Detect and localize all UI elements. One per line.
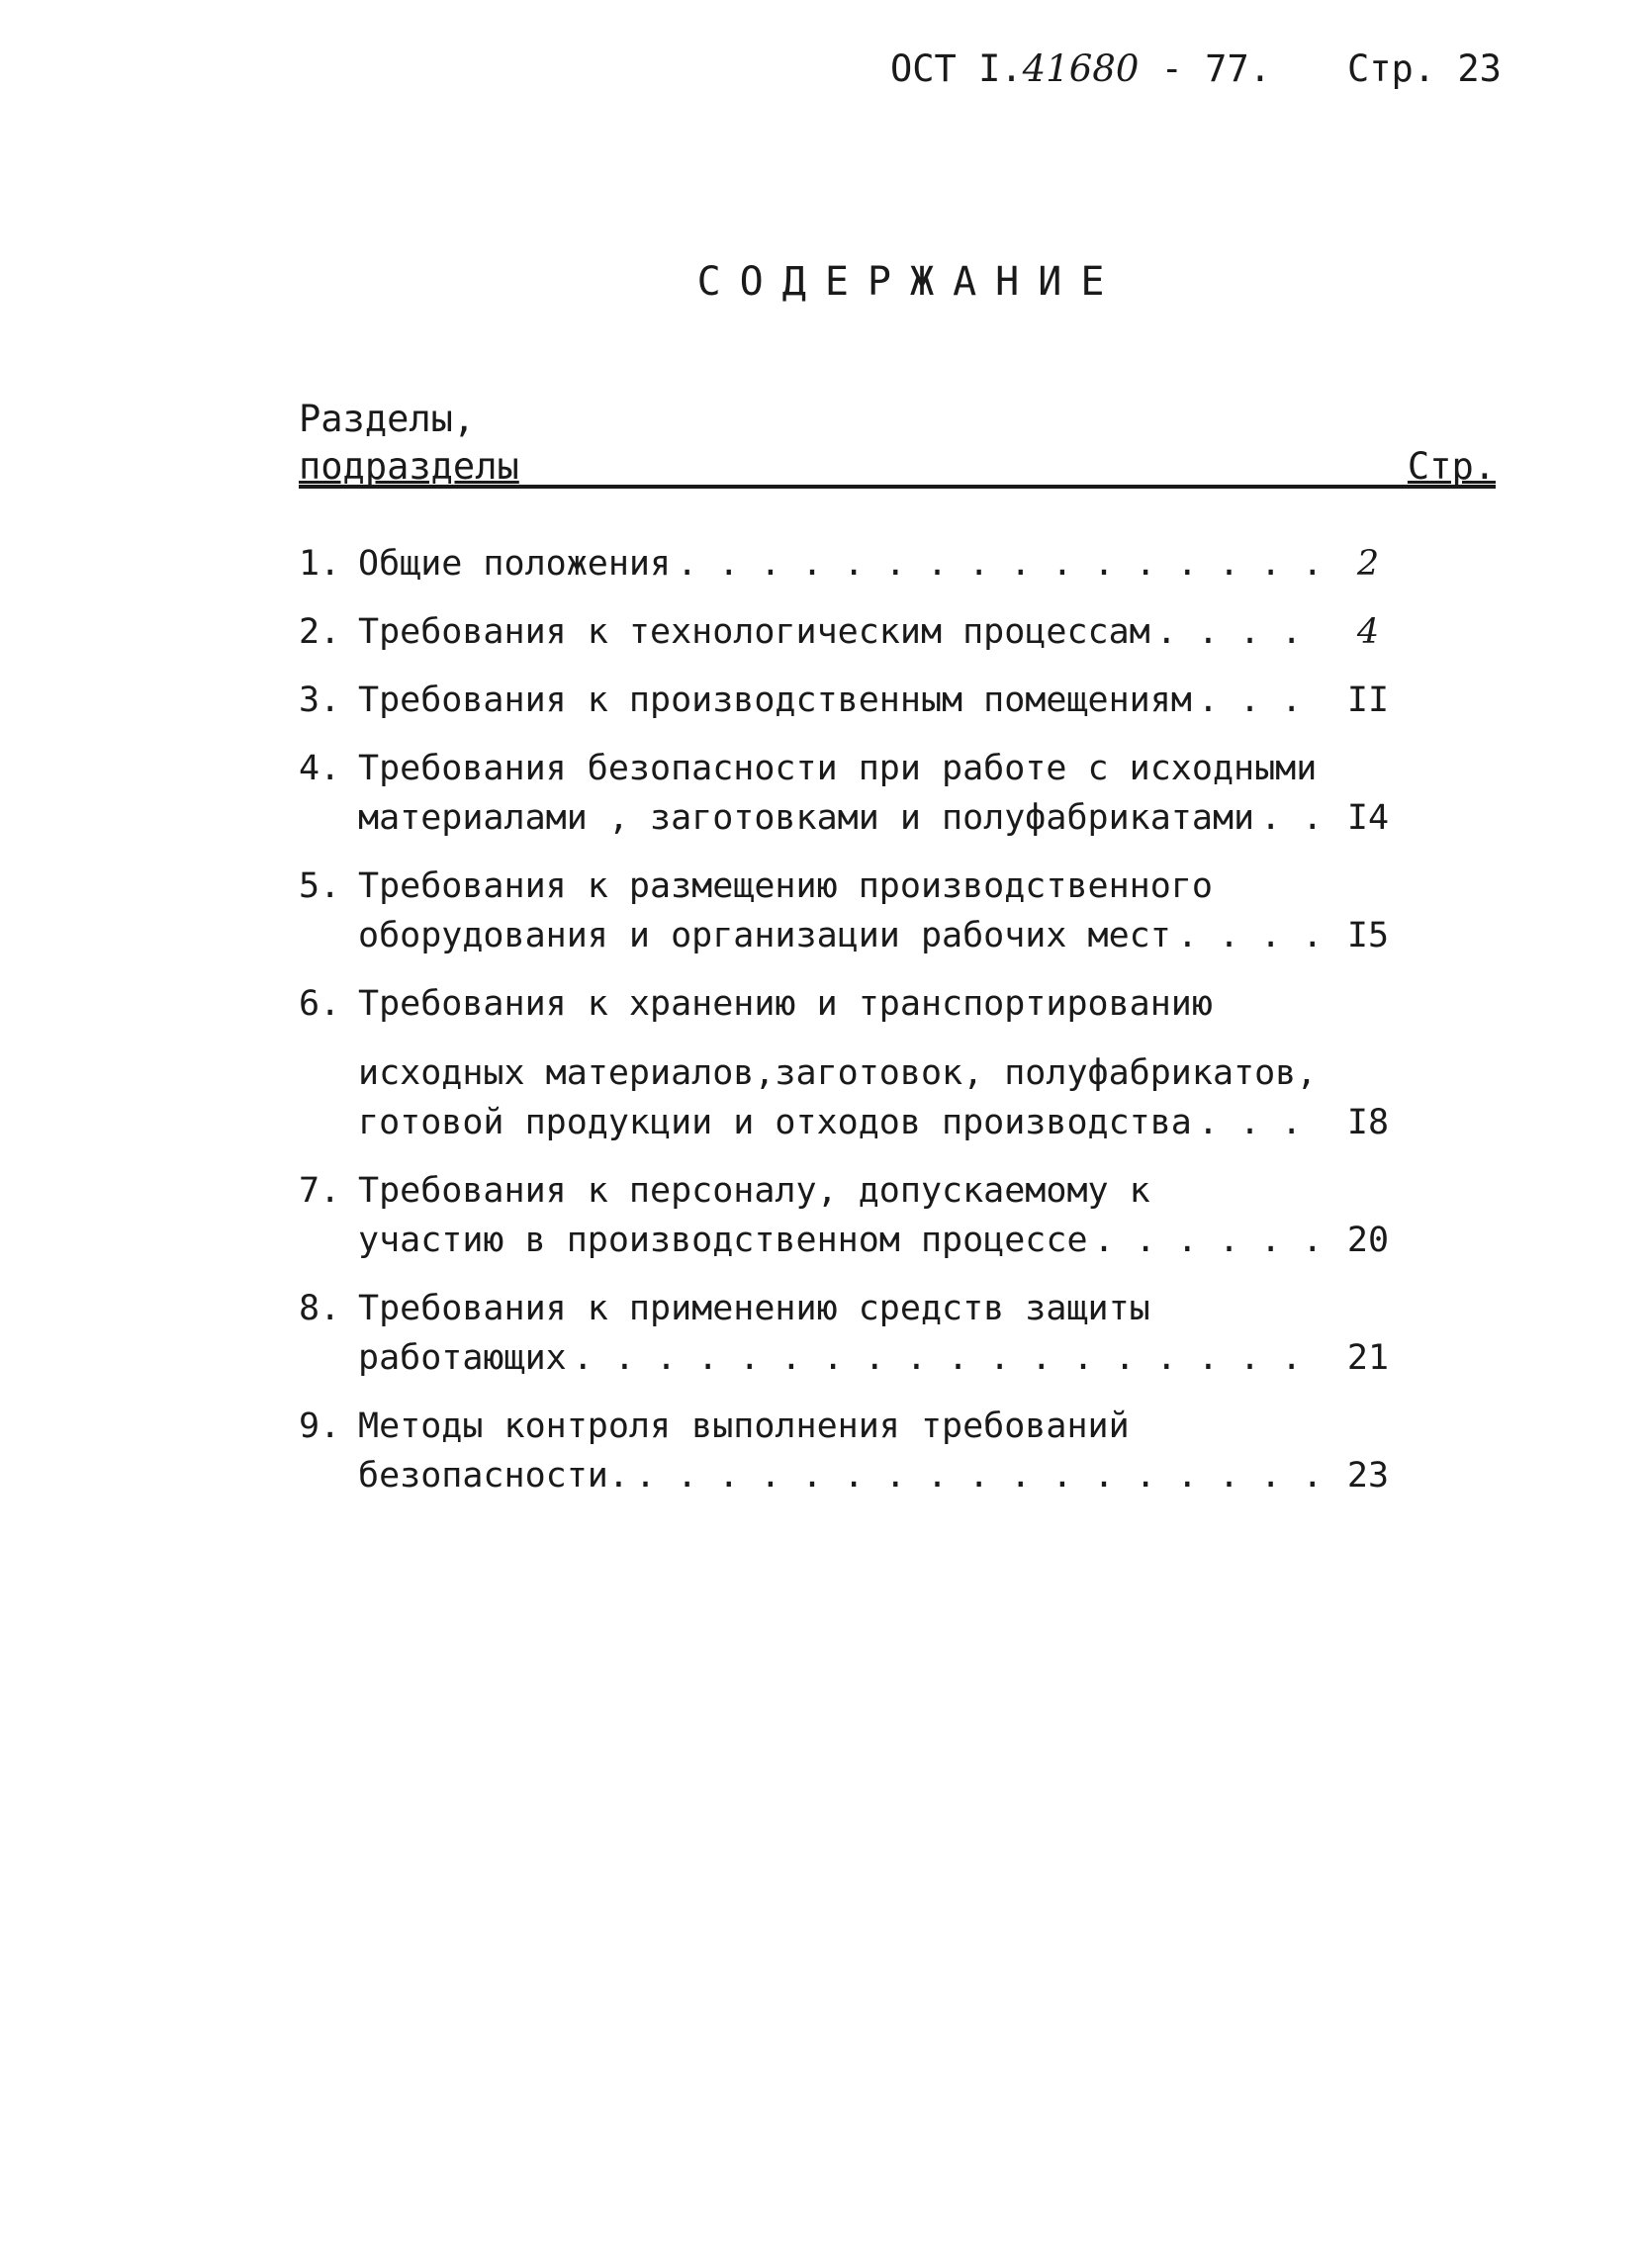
toc-entry-number: 7.: [299, 1171, 341, 1211]
toc-entry-text: оборудования и организации рабочих мест: [358, 916, 1171, 955]
toc-entry-text: Методы контроля выполнения требований: [358, 1406, 1130, 1446]
toc-entry: [299, 979, 1407, 1147]
toc-entry-page: I4: [1346, 798, 1390, 838]
toc-entry-page: 23: [1346, 1456, 1390, 1496]
toc-entry-page: 20: [1346, 1221, 1390, 1260]
toc-entry-text: Требования безопасности при работе с исходными: [358, 749, 1318, 788]
toc-entry: [299, 607, 1407, 657]
toc-entry: [299, 744, 1407, 843]
dot-leader: [1198, 1098, 1324, 1147]
toc-entry-text: Требования к хранению и транспортированию: [358, 984, 1213, 1024]
toc-entry-last-line: [358, 676, 1407, 725]
dot-leader: [1198, 676, 1324, 725]
toc-entry: [299, 862, 1407, 960]
column-headers: [299, 396, 1496, 491]
toc-entry-number: 4.: [299, 749, 341, 788]
page-column-label: Стр.: [1407, 445, 1496, 488]
toc-entry-text: работающих: [358, 1338, 567, 1378]
toc-entry-last-line: [358, 911, 1407, 960]
toc-entry-last-line: [358, 1451, 1407, 1500]
toc-entry-text: готовой продукции и отходов производства: [358, 1103, 1192, 1142]
toc-entry-text: Требования к персоналу, допускаемому к: [358, 1171, 1150, 1211]
code-suffix: - 77.: [1139, 47, 1272, 90]
dot-leader: [1177, 911, 1324, 960]
toc-entry-page: 4: [1356, 612, 1380, 652]
toc-entry-number: 3.: [299, 680, 341, 720]
code-prefix: ОСТ I.: [890, 47, 1023, 90]
toc-entry-last-line: [358, 607, 1407, 657]
toc-entry-number: 1.: [299, 544, 341, 584]
toc-entry: [299, 1402, 1407, 1500]
sections-label-line2: подразделы: [299, 445, 519, 488]
document-title: СОДЕРЖАНИЕ: [696, 259, 1124, 305]
toc-entry-last-line: [358, 1216, 1407, 1265]
toc-entry-text: участию в производственном процессе: [358, 1221, 1088, 1260]
page-number: Стр. 23: [1347, 47, 1502, 90]
toc-entry: [299, 676, 1407, 725]
dot-leader: [677, 539, 1324, 589]
toc-entry-text: Общие положения: [358, 544, 672, 584]
table-of-contents: [299, 539, 1407, 1519]
toc-entry: [299, 539, 1407, 589]
toc-entry-number: 9.: [299, 1406, 341, 1446]
toc-entry-page: 21: [1346, 1338, 1390, 1378]
toc-entry-text: Требования к размещению производственного: [358, 866, 1213, 906]
toc-entry-last-line: [358, 1333, 1407, 1383]
toc-entry-text: Требования к производственным помещениям: [358, 680, 1192, 720]
toc-entry-text: исходных материалов,заготовок, полуфабрикатов,: [358, 1053, 1318, 1093]
dot-leader: [1260, 793, 1324, 843]
toc-entry-last-line: [358, 793, 1407, 843]
sections-label-line1: Разделы,: [299, 398, 476, 440]
toc-entry: [299, 1166, 1407, 1265]
toc-entry-last-line: [358, 1098, 1407, 1147]
toc-entry-page: 2: [1356, 544, 1380, 584]
code-number-handwritten: 41680: [1022, 47, 1140, 90]
toc-entry-text: материалами , заготовками и полуфабрикатами: [358, 798, 1255, 838]
toc-entry: [299, 1284, 1407, 1383]
toc-entry-number: 8.: [299, 1289, 341, 1328]
toc-entry-page: II: [1346, 680, 1390, 720]
toc-entry-text: Требования к технологическим процессам: [358, 612, 1150, 652]
toc-entry-number: 6.: [299, 984, 341, 1024]
toc-entry-text: Требования к применению средств защиты: [358, 1289, 1150, 1328]
toc-entry-page: I8: [1346, 1103, 1390, 1142]
document-code: [890, 47, 1271, 90]
toc-entry-number: 2.: [299, 612, 341, 652]
header-rule: [299, 485, 1496, 489]
dot-leader: [1156, 607, 1324, 657]
toc-entry-last-line: [358, 539, 1407, 589]
dot-leader: [573, 1333, 1324, 1383]
toc-entry-number: 5.: [299, 866, 341, 906]
toc-entry-text: безопасности.: [358, 1456, 629, 1496]
dot-leader: [635, 1451, 1324, 1500]
toc-entry-page: I5: [1346, 916, 1390, 955]
dot-leader: [1094, 1216, 1324, 1265]
